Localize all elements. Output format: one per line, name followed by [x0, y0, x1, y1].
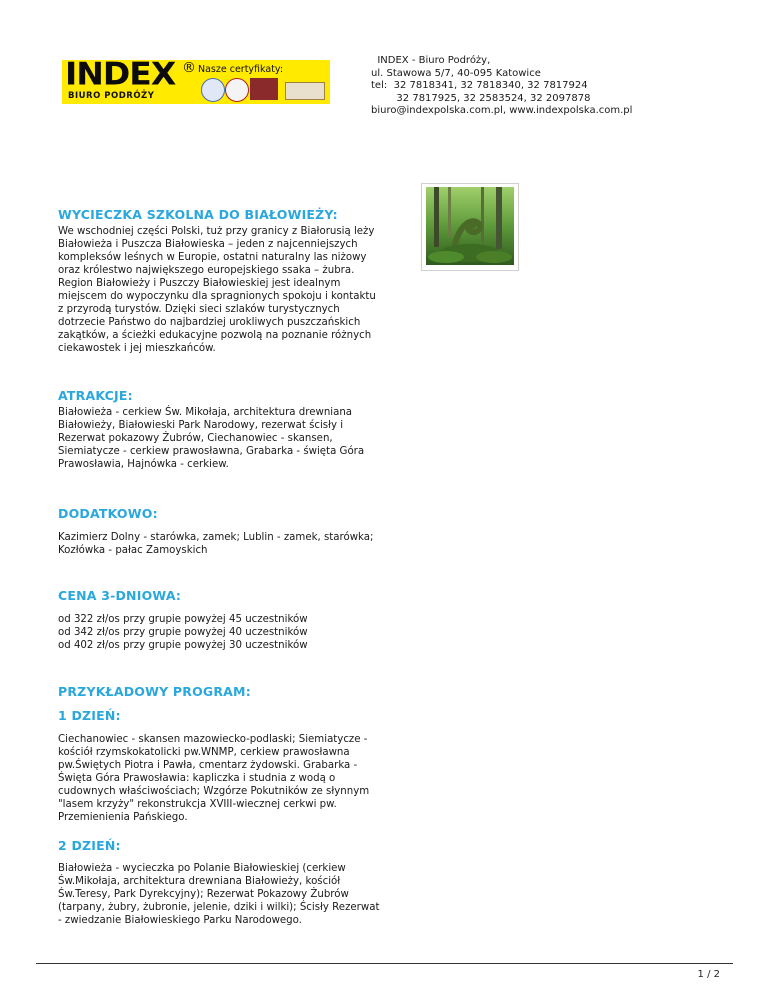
- text-line: zakątków, a ścieżki edukacyjne pozwolą na poznanie różnych: [58, 330, 372, 341]
- page-number: 1 / 2: [697, 969, 720, 980]
- forest-image-icon: [426, 187, 514, 265]
- contact-line[interactable]: biuro@indexpolska.com.pl, www.indexpolska.com.pl: [371, 105, 633, 116]
- text-line: Białowieża - cerkiew Św. Mikołaja, architektura drewniana: [58, 407, 353, 418]
- certificate-seal-icon: [201, 78, 225, 102]
- text-line: z przyrodą turystów. Dzięki sieci szlaków turystycznych: [58, 304, 340, 315]
- section-heading-attractions: ATRAKCJE:: [58, 388, 133, 403]
- text-line: kościół rzymskokatolicki pw.WNMP, cerkiew prawosławna: [58, 747, 350, 758]
- section-heading-extra: DODATKOWO:: [58, 506, 158, 521]
- certificate-badge-icon: [285, 82, 325, 100]
- contact-info: [371, 55, 632, 118]
- day2-paragraph: [58, 862, 379, 927]
- text-line: Święta Góra Prawosławia: kapliczka i studnia z wodą o: [58, 773, 336, 784]
- price-line: od 342 zł/os przy grupie powyżej 40 uczestników: [58, 627, 308, 638]
- text-line: kompleksów leśnych w Europie, ostatni naturalny las niżowy: [58, 252, 367, 263]
- certificate-badge-icon: [250, 78, 278, 100]
- text-line: dotrzecie Państwo do najbardziej urokliwych puszczańskich: [58, 317, 361, 328]
- contact-line: ul. Stawowa 5/7, 40-095 Katowice: [371, 67, 541, 79]
- contact-line: tel: 32 7818341, 32 7818340, 32 7817924: [371, 80, 588, 91]
- text-line: cudownych właściwościach; Wzgórze Pokutników ze słynnym: [58, 786, 370, 797]
- text-line: "lasem krzyży" rekonstrukcja XVIII-wiecznej cerkwi pw.: [58, 799, 337, 810]
- text-line: Siemiatycze - cerkiew prawosławna, Grabarka - święta Góra: [58, 446, 365, 457]
- text-line: Białowieża i Puszcza Białowieska – jeden z najcenniejszych: [58, 239, 358, 250]
- intro-paragraph: [58, 225, 376, 355]
- forest-photo: [421, 183, 519, 271]
- section-heading-day1: 1 DZIEŃ:: [58, 708, 121, 723]
- text-line: Prawosławia, Hajnówka - cerkiew.: [58, 459, 229, 470]
- day1-paragraph: [58, 733, 369, 824]
- attractions-paragraph: [58, 406, 364, 471]
- text-line: (tarpany, żubry, żubronie, jelenie, dziki i wilki); Ścisły Rezerwat: [58, 902, 380, 913]
- text-line: Białowieży, Białowieski Park Narodowy, rezerwat ścisły i: [58, 420, 344, 431]
- section-heading-program: PRZYKŁADOWY PROGRAM:: [58, 684, 251, 699]
- text-line: Św.Teresy, Park Dyrekcyjny); Rezerwat Pokazowy Żubrów: [58, 889, 349, 900]
- registered-mark: ®: [182, 60, 196, 76]
- text-line: miejscem do wypoczynku dla spragnionych spokoju i kontaktu: [58, 291, 376, 302]
- text-line: Przemienienia Pańskiego.: [58, 812, 188, 823]
- extra-paragraph: [58, 531, 373, 557]
- certificate-seal-icon: [225, 78, 249, 102]
- price-line: od 402 zł/os przy grupie powyżej 30 uczestników: [58, 640, 308, 651]
- text-line: Ciechanowiec - skansen mazowiecko-podlaski; Siemiatycze -: [58, 734, 368, 745]
- text-line: We wschodniej części Polski, tuż przy granicy z Białorusią leży: [58, 226, 375, 237]
- certificates-label: Nasze certyfikaty:: [198, 64, 284, 75]
- company-logo: [62, 60, 330, 104]
- text-line: ciekawostek i jej mieszkańców.: [58, 343, 216, 354]
- section-heading-price: CENA 3-DNIOWA:: [58, 588, 182, 603]
- section-heading-day2: 2 DZIEŃ:: [58, 838, 121, 853]
- contact-line: INDEX - Biuro Podróży,: [371, 55, 491, 66]
- text-line: Św.Mikołaja, architektura drewniana Białowieży, kościół: [58, 876, 341, 887]
- text-line: pw.Świętych Piotra i Pawła, cmentarz żydowski. Grabarka -: [58, 760, 358, 771]
- section-heading-intro: WYCIECZKA SZKOLNA DO BIAŁOWIEŻY:: [58, 207, 338, 222]
- text-line: Region Białowieży i Puszczy Białowieskiej jest idealnym: [58, 278, 341, 289]
- price-paragraph: [58, 613, 308, 652]
- logo-subtitle: BIURO PODRÓŻY: [68, 91, 155, 101]
- text-line: Rezerwat pokazowy Żubrów, Ciechanowiec - skansen,: [58, 433, 333, 444]
- logo-brand: INDEX: [65, 60, 176, 93]
- text-line: Kazimierz Dolny - starówka, zamek; Lublin - zamek, starówka;: [58, 532, 374, 543]
- contact-line: 32 7817925, 32 2583524, 32 2097878: [371, 92, 591, 104]
- footer-divider: [36, 963, 733, 964]
- price-line: od 322 zł/os przy grupie powyżej 45 uczestników: [58, 614, 308, 625]
- text-line: Kozłówka - pałac Zamoyskich: [58, 545, 208, 556]
- text-line: - zwiedzanie Białowieskiego Parku Narodowego.: [58, 915, 302, 926]
- text-line: Białowieża - wycieczka po Polanie Białowieskiej (cerkiew: [58, 863, 346, 874]
- text-line: oraz królestwo największego europejskiego ssaka – żubra.: [58, 265, 355, 276]
